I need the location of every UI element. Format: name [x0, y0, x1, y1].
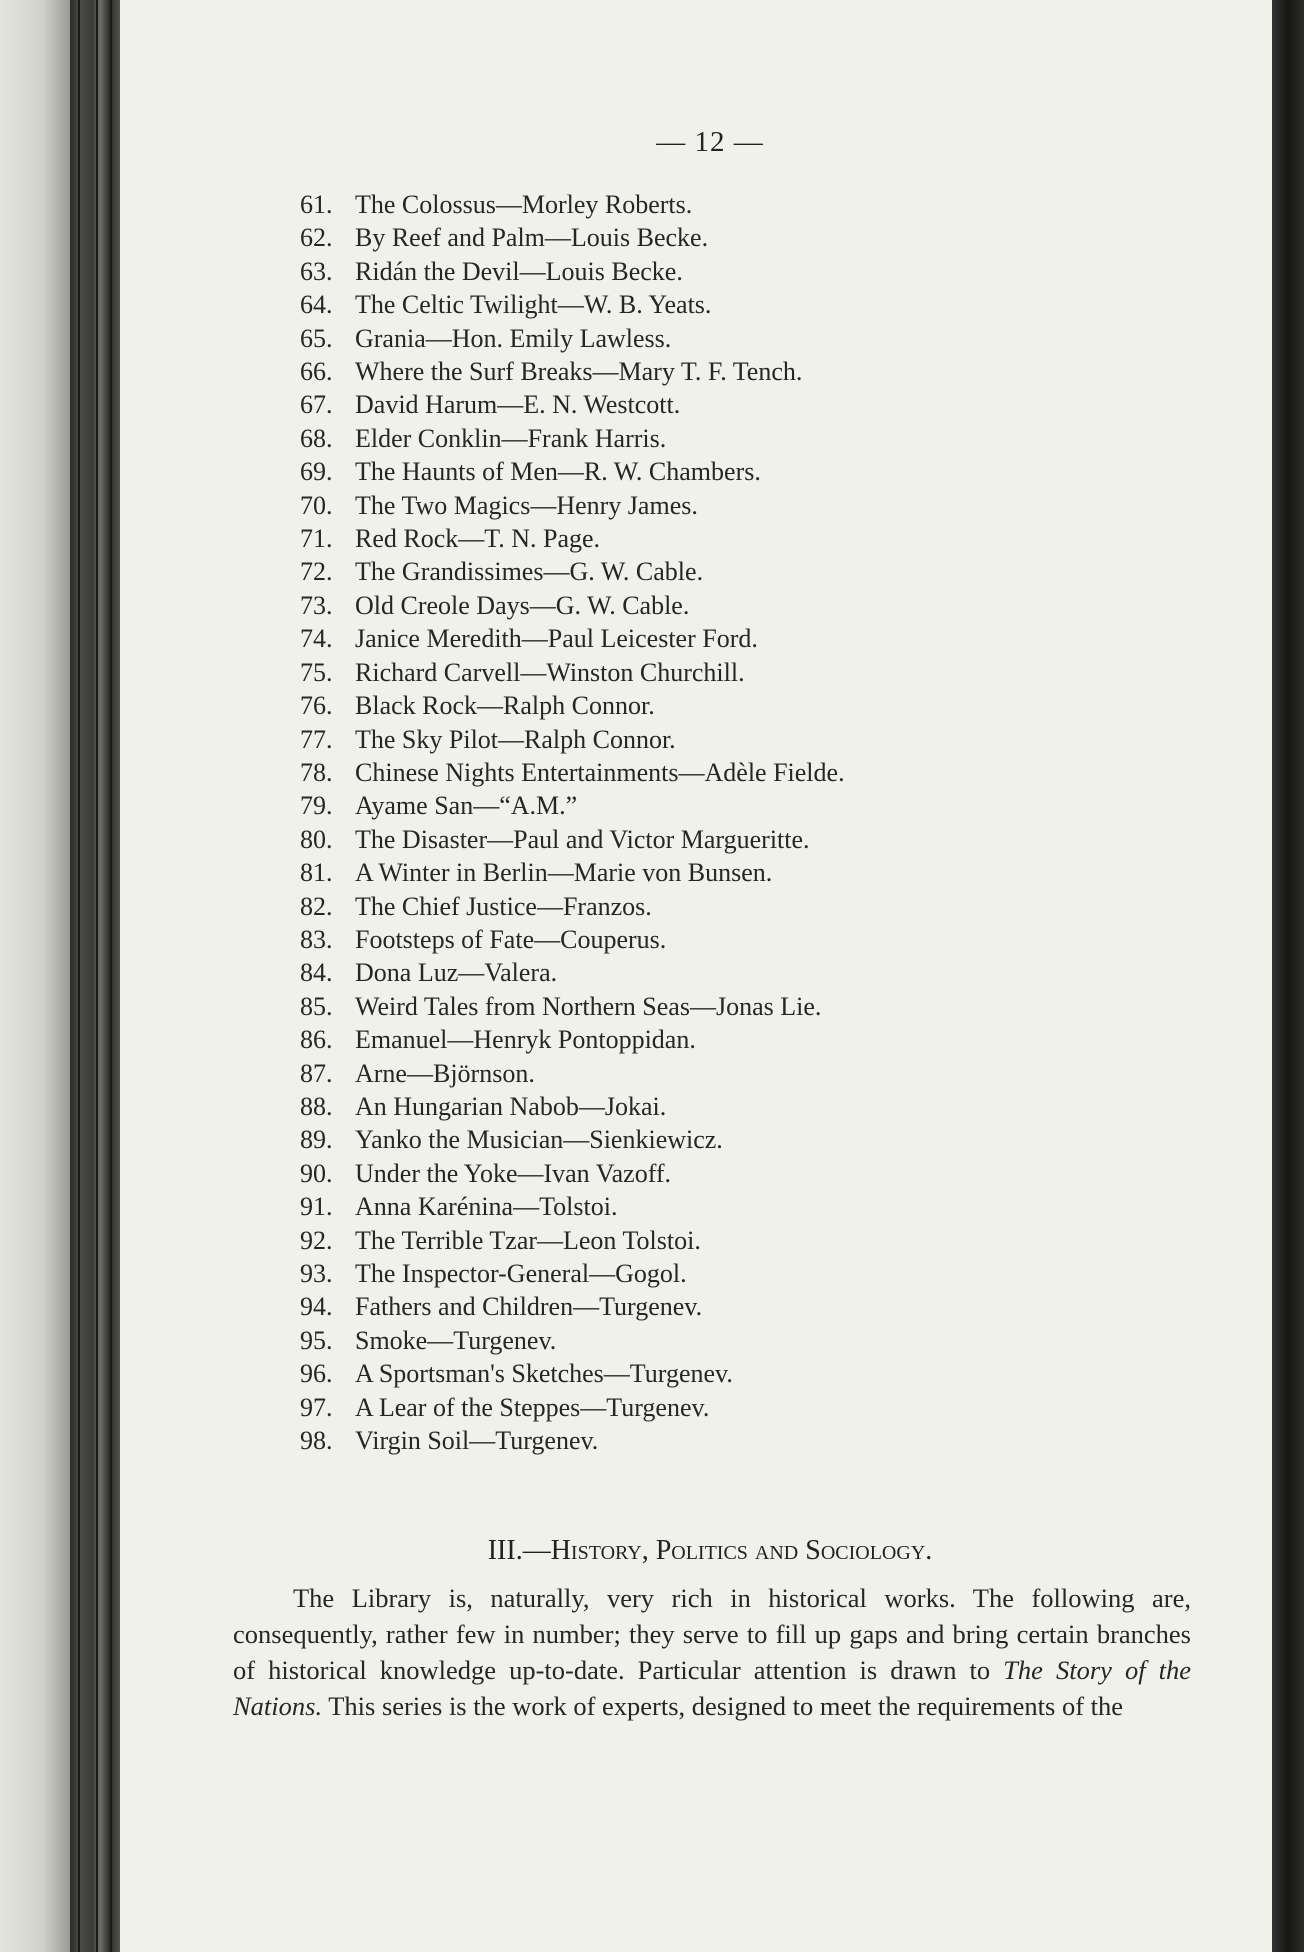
- list-item-number: 73.: [300, 590, 333, 620]
- list-item-title: Richard Carvell—Winston Churchill.: [355, 657, 745, 687]
- list-item-number: 62.: [300, 223, 333, 253]
- list-item: [300, 923, 845, 956]
- list-item-title: A Lear of the Steppes—Turgenev.: [355, 1392, 710, 1422]
- book-list: [300, 188, 845, 1457]
- list-item-number: 97.: [300, 1392, 333, 1422]
- page-number: — 12 —: [656, 126, 764, 158]
- list-item-number: 85.: [300, 991, 333, 1021]
- list-item: [300, 990, 845, 1023]
- list-item-number: 84.: [300, 958, 333, 988]
- list-item-number: 79.: [300, 791, 333, 821]
- list-item: [300, 622, 845, 655]
- list-item: [300, 388, 845, 421]
- list-item: [300, 789, 845, 822]
- list-item-title: David Harum—E. N. Westcott.: [355, 390, 681, 420]
- list-item-number: 63.: [300, 256, 333, 286]
- list-item-number: 92.: [300, 1225, 333, 1255]
- list-item: [300, 756, 845, 789]
- list-item: [300, 1257, 845, 1290]
- book-spine: [70, 0, 120, 1952]
- list-item-number: 82.: [300, 891, 333, 921]
- list-item-title: Where the Surf Breaks—Mary T. F. Tench.: [355, 357, 803, 387]
- list-item-title: Anna Karénina—Tolstoi.: [355, 1192, 618, 1222]
- list-item: [300, 1224, 845, 1257]
- list-item-number: 87.: [300, 1058, 333, 1088]
- list-item-title: The Haunts of Men—R. W. Chambers.: [355, 457, 761, 487]
- list-item: [300, 322, 845, 355]
- list-item-title: The Sky Pilot—Ralph Connor.: [355, 724, 676, 754]
- list-item-title: Elder Conklin—Frank Harris.: [355, 423, 667, 453]
- list-item-title: Grania—Hon. Emily Lawless.: [355, 323, 672, 353]
- list-item-title: The Two Magics—Henry James.: [355, 490, 698, 520]
- list-item: [300, 589, 845, 622]
- list-item-number: 80.: [300, 824, 333, 854]
- list-item-title: The Terrible Tzar—Leon Tolstoi.: [355, 1225, 701, 1255]
- list-item: [300, 689, 845, 722]
- list-item-title: Smoke—Turgenev.: [355, 1325, 557, 1355]
- list-item: [300, 1290, 845, 1323]
- list-item-title: Under the Yoke—Ivan Vazoff.: [355, 1158, 672, 1188]
- list-item-title: Chinese Nights Entertainments—Adèle Fielde.: [355, 757, 845, 787]
- list-item-title: A Sportsman's Sketches—Turgenev.: [355, 1359, 733, 1389]
- list-item: [300, 1090, 845, 1123]
- list-item-title: The Grandissimes—G. W. Cable.: [355, 557, 704, 587]
- list-item-title: Arne—Björnson.: [355, 1058, 535, 1088]
- list-item-title: Footsteps of Fate—Couperus.: [355, 924, 667, 954]
- list-item-number: 77.: [300, 724, 333, 754]
- list-item: [300, 188, 845, 221]
- list-item-number: 95.: [300, 1325, 333, 1355]
- list-item-title: Ayame San—“A.M.”: [355, 791, 578, 821]
- list-item-number: 78.: [300, 757, 333, 787]
- list-item: [300, 890, 845, 923]
- list-item-title: Dona Luz—Valera.: [355, 958, 558, 988]
- list-item-title: By Reef and Palm—Louis Becke.: [355, 223, 709, 253]
- paragraph-emphasis: The Story of the Nations.: [233, 1655, 1191, 1721]
- list-item-number: 61.: [300, 190, 333, 219]
- list-item: [300, 1424, 845, 1457]
- list-item-number: 93.: [300, 1259, 333, 1288]
- list-item-title: The Disaster—Paul and Victor Margueritte.: [355, 824, 810, 854]
- list-item: [300, 555, 845, 588]
- list-item: [300, 255, 845, 288]
- paragraph-text-end: This series is the work of experts, designed to meet the requirements of the: [322, 1691, 1124, 1721]
- list-item-number: 75.: [300, 657, 333, 687]
- list-item: [300, 422, 845, 455]
- list-item: [300, 1357, 845, 1390]
- list-item-title: Weird Tales from Northern Seas—Jonas Lie.: [355, 991, 822, 1021]
- list-item-number: 67.: [300, 390, 333, 420]
- list-item: [300, 723, 845, 756]
- list-item-number: 89.: [300, 1125, 333, 1155]
- list-item-title: A Winter in Berlin—Marie von Bunsen.: [355, 858, 773, 888]
- list-item-title: The Inspector-General—Gogol.: [355, 1259, 687, 1288]
- list-item-number: 68.: [300, 423, 333, 453]
- list-item: [300, 1023, 845, 1056]
- list-item-title: An Hungarian Nabob—Jokai.: [355, 1091, 667, 1121]
- list-item-title: Red Rock—T. N. Page.: [355, 524, 601, 554]
- list-item-number: 90.: [300, 1158, 333, 1188]
- list-item-title: Fathers and Children—Turgenev.: [355, 1292, 703, 1322]
- list-item-title: Yanko the Musician—Sienkiewicz.: [355, 1125, 723, 1155]
- list-item: [300, 1391, 845, 1424]
- list-item-title: Emanuel—Henryk Pontoppidan.: [355, 1025, 696, 1055]
- list-item-number: 86.: [300, 1025, 333, 1055]
- list-item-number: 94.: [300, 1292, 333, 1322]
- list-item-number: 69.: [300, 457, 333, 487]
- list-item-number: 65.: [300, 323, 333, 353]
- section-heading: III.—History, Politics and Sociology.: [487, 1535, 933, 1566]
- list-item-number: 91.: [300, 1192, 333, 1222]
- list-item: [300, 221, 845, 254]
- list-item: [300, 1123, 845, 1156]
- spine-line: [96, 0, 98, 1952]
- list-item-title: The Colossus—Morley Roberts.: [355, 190, 693, 219]
- list-item-number: 96.: [300, 1359, 333, 1389]
- list-item-number: 98.: [300, 1426, 333, 1456]
- spine-line: [78, 0, 80, 1952]
- spine-line: [110, 0, 112, 1952]
- body-paragraph: [233, 1580, 1191, 1724]
- list-item-title: Black Rock—Ralph Connor.: [355, 691, 655, 721]
- list-item-number: 66.: [300, 357, 333, 387]
- list-item: [300, 355, 845, 388]
- list-item-number: 74.: [300, 624, 333, 654]
- list-item: [300, 856, 845, 889]
- list-item: [300, 1190, 845, 1223]
- list-item-number: 70.: [300, 490, 333, 520]
- list-item: [300, 1324, 845, 1357]
- list-item-number: 88.: [300, 1091, 333, 1121]
- list-item: [300, 956, 845, 989]
- list-item-number: 72.: [300, 557, 333, 587]
- list-item-title: Old Creole Days—G. W. Cable.: [355, 590, 690, 620]
- list-item-title: The Celtic Twilight—W. B. Yeats.: [355, 290, 712, 320]
- list-item: [300, 656, 845, 689]
- list-item-number: 81.: [300, 858, 333, 888]
- list-item-number: 71.: [300, 524, 333, 554]
- list-item: [300, 1157, 845, 1190]
- right-page-edge: [1272, 0, 1304, 1952]
- list-item: [300, 455, 845, 488]
- list-item-title: The Chief Justice—Franzos.: [355, 891, 652, 921]
- list-item-title: Virgin Soil—Turgenev.: [355, 1426, 599, 1456]
- paragraph-text: The Library is, naturally, very rich in historical works. The following are, consequently, rather few in number; they serve to fill up gaps and bring certain branches of historical knowledge up-to-date. Particular attention is drawn to: [233, 1583, 1191, 1685]
- list-item-title: Janice Meredith—Paul Leicester Ford.: [355, 624, 758, 654]
- list-item: [300, 489, 845, 522]
- list-item-number: 76.: [300, 691, 333, 721]
- list-item: [300, 288, 845, 321]
- list-item: [300, 823, 845, 856]
- list-item: [300, 522, 845, 555]
- list-item-title: Ridán the Devil—Louis Becke.: [355, 256, 683, 286]
- list-item: [300, 1057, 845, 1090]
- left-page-edge: [0, 0, 70, 1952]
- list-item-number: 83.: [300, 924, 333, 954]
- list-item-number: 64.: [300, 290, 333, 320]
